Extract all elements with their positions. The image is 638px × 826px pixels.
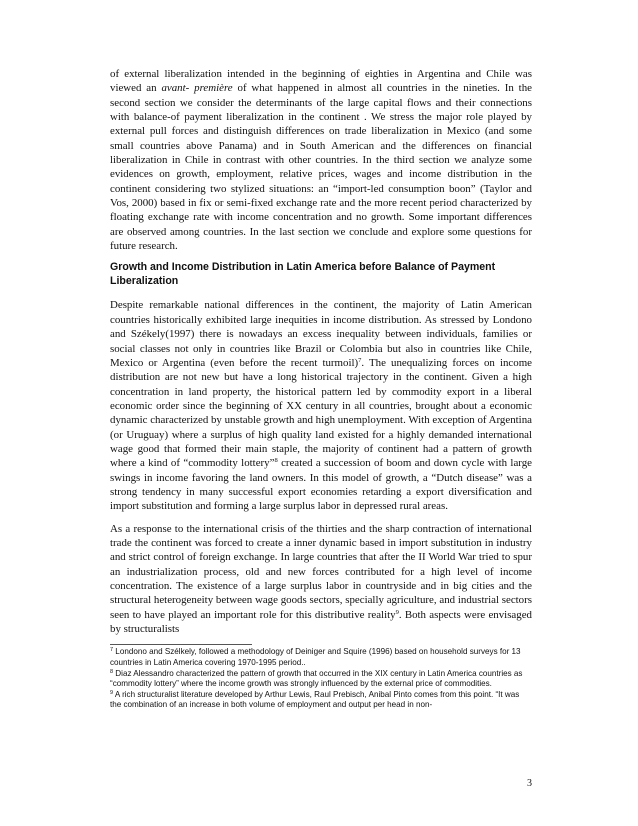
paragraph-text: Despite remarkable national differences in the continent, the majority of Latin American countries historically exhibited large inequities in income distribution. As stressed by Londono and Székely(1997) there is nowadays an excess inequality between individuals, families or social classes not only in countries like Brazil or Colombia but also in countries like Chile, Mexico or Argentina (even before the recent turmoil) — [110, 299, 532, 369]
footnote-number: 8 — [110, 668, 114, 675]
page-number: 3 — [527, 778, 532, 789]
emphasis-text: avant- première — [161, 82, 233, 95]
paragraph-text: As a response to the international crisis of the thirties and the sharp contraction of international trade the continent was forced to create a inner dynamic based in import substitution in industry and strict control of foreign exchange. In large countries that after the II World War tried to spur an industrialization process, old and new forces contributed for a high level of income concentration. The existence of a large surplus labor in countryside and in big cities and the structural heterogeneity between wage goods sectors, specially agriculture, and industrial sectors seen to have played an important role for this distributive reality — [110, 522, 532, 621]
section-heading: Growth and Income Distribution in Latin America before Balance of Payment Liberalization — [110, 261, 496, 288]
footnote-9 — [110, 690, 532, 711]
page-body — [110, 67, 532, 711]
footnote-separator — [110, 644, 252, 645]
footnote-ref-8[interactable]: 8 — [274, 457, 278, 465]
footnote-ref-9[interactable]: 9 — [395, 608, 399, 616]
footnote-text: Londono and Szélkely, followed a methodology of Deiniger and Squire (1996) based on household surveys for 13 countries in Latin America covering 1970-1995 period.. — [110, 647, 521, 667]
footnote-text: Diaz Alessandro characterized the pattern of growth that occurred in the XIX century in Latin America countries as “commodity lottery” where the income growth was strongly influenced by the external price of commodities. — [110, 668, 523, 689]
footnote-7 — [110, 647, 532, 668]
paragraph-text: . The unequalizing forces on income distribution are not new but have a long historical trajectory in the continent. Given a high concentration in land property, the historical pattern led by commodity export in a liberal economic order since the beginning of XX century in all countries, brought about a economic dynamic characterized by unstable growth and high unemployment. With exception of Argentina (or Uruguay) where a surplus of high quality land existed for a highly demanded international wage good that formed their main staple, the majority of continent had a pattern of growth where a kind of “commodity lottery” — [110, 356, 532, 470]
paragraph-text: of what happened in almost all countries in the nineties. In the second section we consider the determinants of the large capital flows and their connections with balance-of payment liberalization in the continent . We stress the major role played by external pull forces and distinguish differences on trade liberalization in Mexico (and some small countries above Panama) and in South American and the differences on financial liberalization in Chile in contrast with other countries. In the third section we analyze some evidences on growth, employment, relative prices, wages and income distribution in the continent considering two stylized situations: an “import-led consumption boon” (Taylor and Vos, 2000) based in fix or semi-fixed exchange rate and the more recent period characterized by floating exchange rate with income concentration and no growth. Some important differences are observed among countries. In the last section we conclude and explore some questions for future research. — [110, 82, 532, 253]
footnote-number: 9 — [110, 689, 114, 696]
paragraph-income-distribution — [110, 298, 532, 513]
footnote-number: 7 — [110, 647, 114, 654]
footnote-ref-7[interactable]: 7 — [358, 356, 362, 364]
paragraph-text: of external liberalization intended in the beginning of eighties in Argentina and Chile was viewed an — [110, 68, 532, 95]
paragraph-text: . Both aspects were envisaged by structuralists — [110, 608, 532, 636]
footnote-8 — [110, 669, 532, 690]
paragraph-text: created a succession of boom and down cycle with large swings in income favoring the land owners. In this model of growth, a “Dutch disease” was a strong tendency in many successful export economies retarding a export diversification and import substitution and forming a large surplus labor in depressed rural areas. — [110, 457, 532, 513]
paragraph-thirties-crisis — [110, 522, 532, 637]
paragraph-intro-continued — [110, 67, 532, 253]
footnote-text: A rich structuralist literature developed by Arthur Lewis, Raul Prebisch, Anibal Pinto comes from this point. “It was the combination of an increase in both volume of employment and output per head in non- — [110, 689, 520, 710]
